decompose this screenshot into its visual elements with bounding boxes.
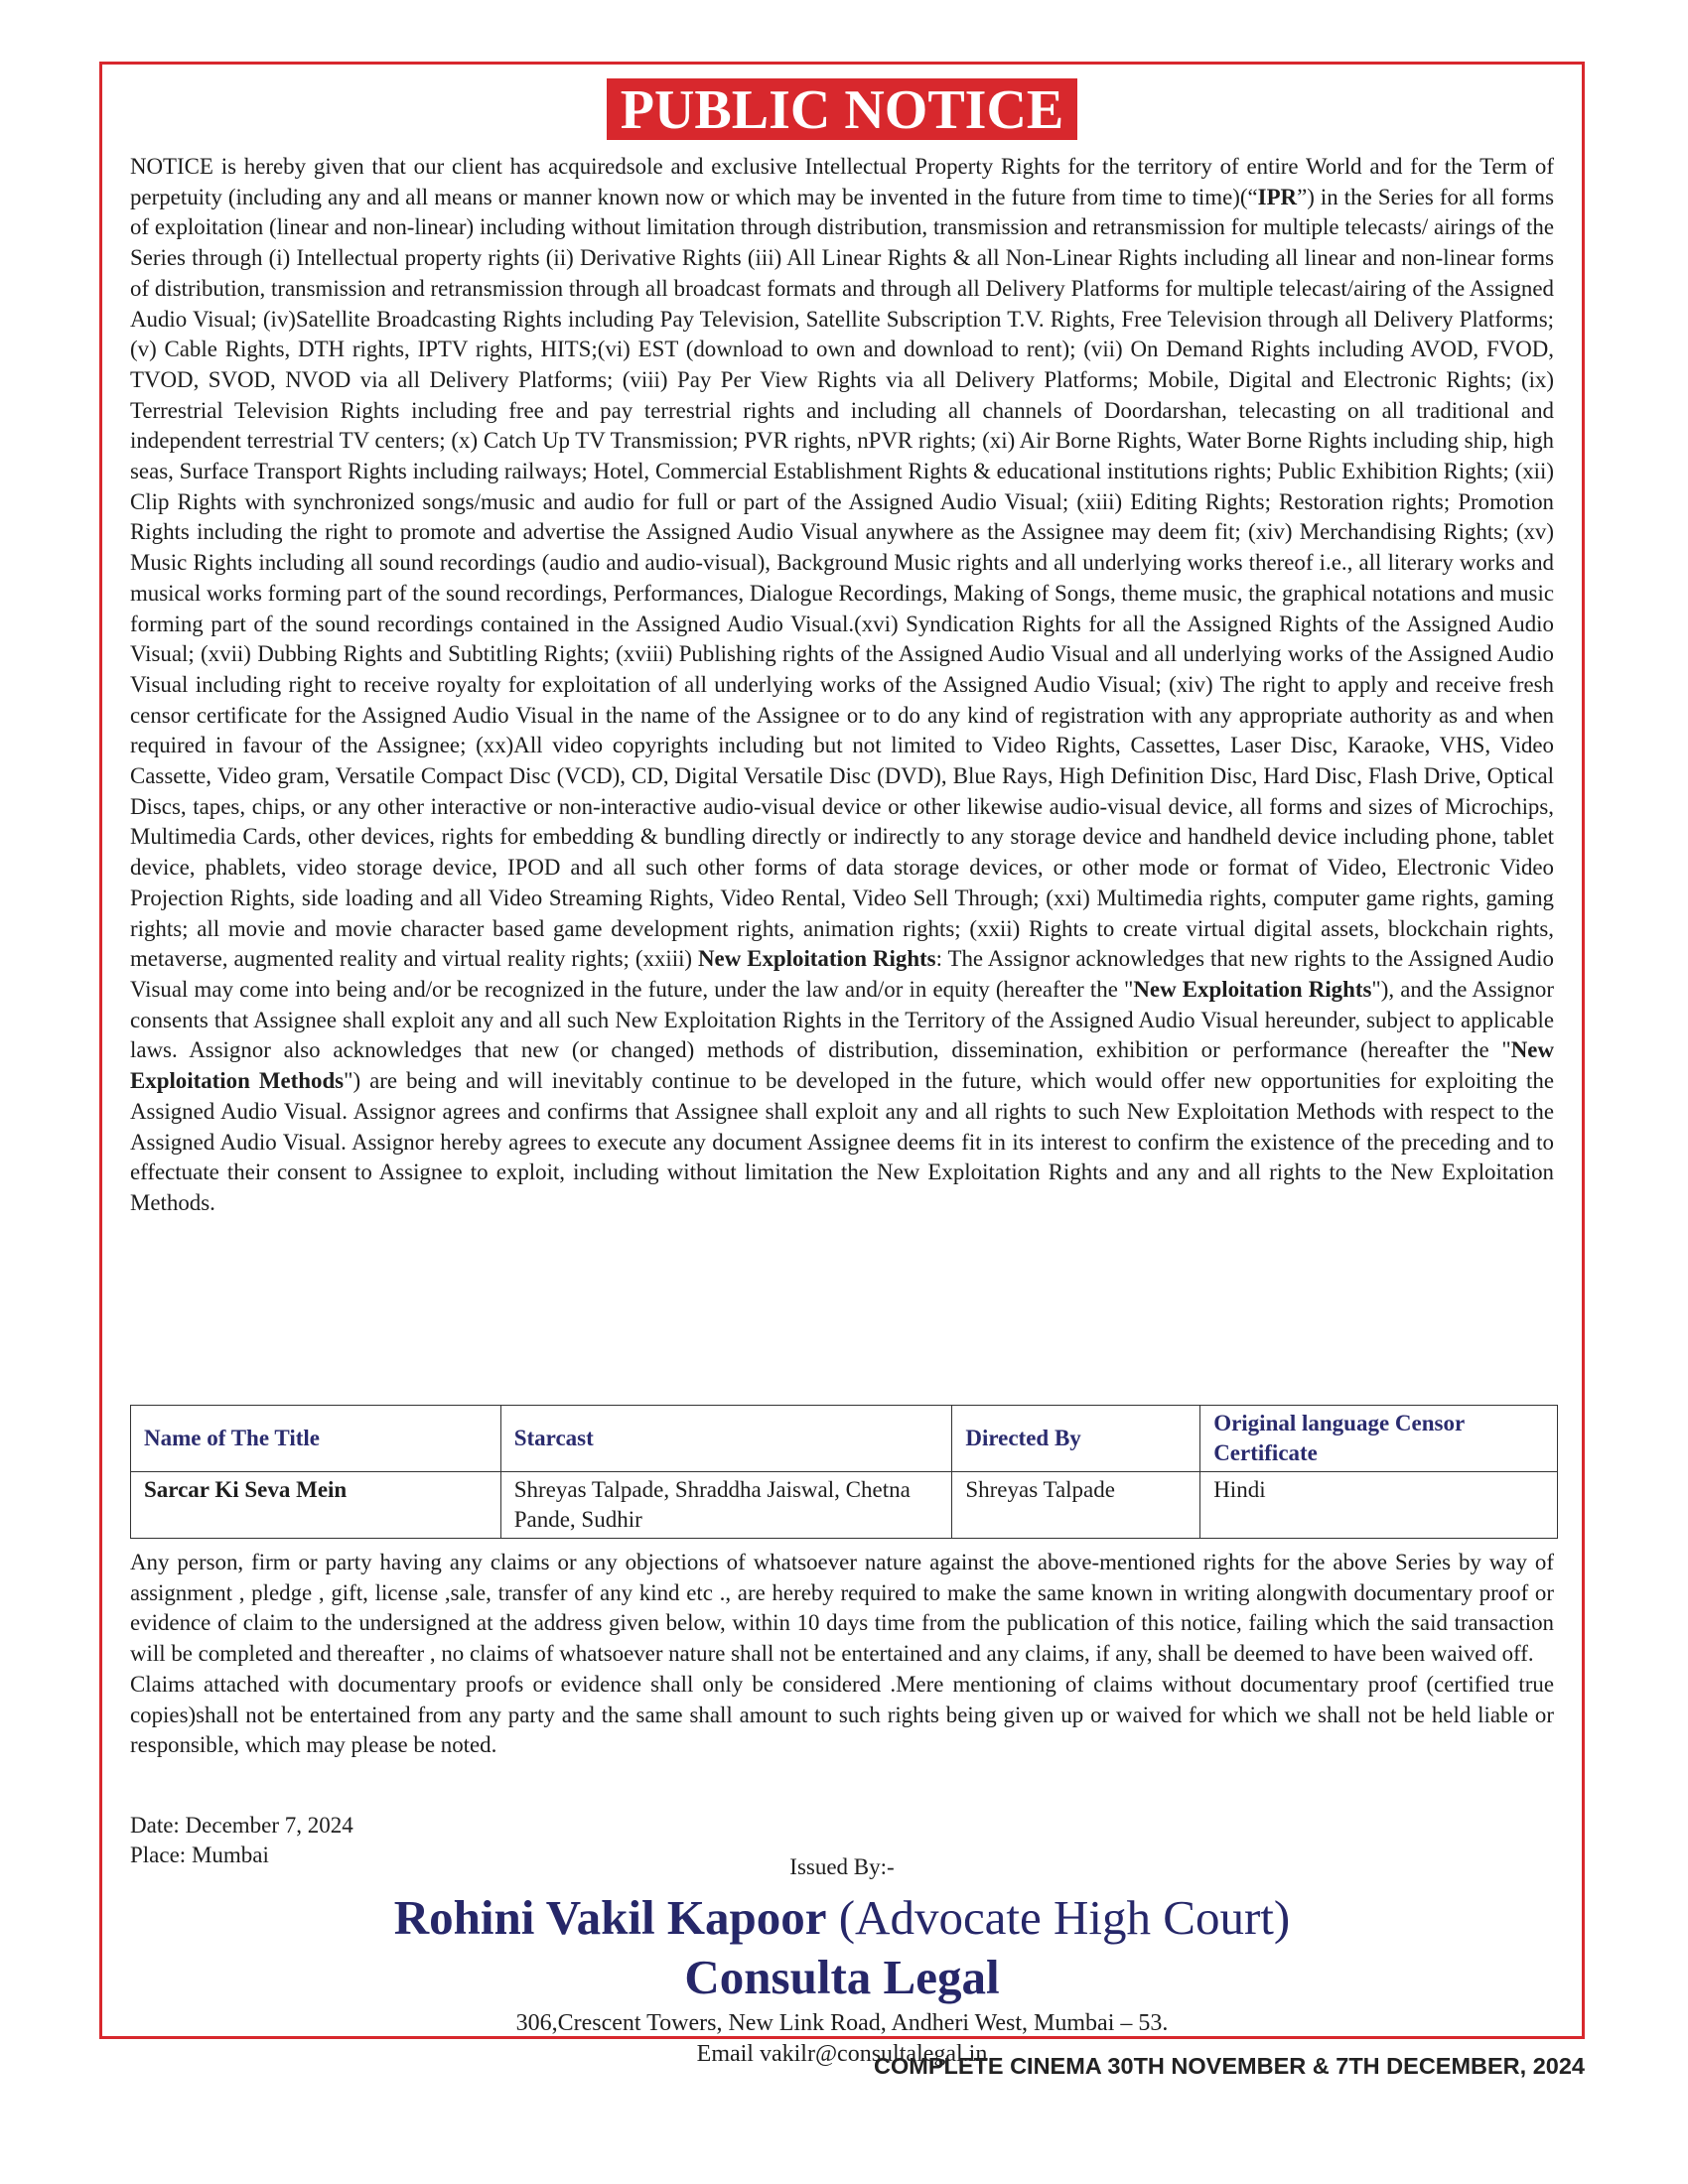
- address: 306,Crescent Towers, New Link Road, Andheri West, Mumbai – 53.: [515, 2010, 1169, 2036]
- issued-by-label: Issued By:-: [789, 1854, 895, 1879]
- issuer: [102, 1889, 1582, 1947]
- new-exploitation-methods-term: New Exploitation Methods: [130, 1037, 1554, 1094]
- header-title-name: Name of The Title: [131, 1406, 501, 1472]
- body-text-3: : The Assignor acknowledges that new rights to the Assigned Audio Visual may come into being and/or be recognized in the future, under the law and/or in equity (hereafter the ": [130, 946, 1554, 1002]
- table-row: [131, 1472, 1558, 1539]
- cell-director: Shreyas Talpade: [952, 1472, 1200, 1539]
- publication-footer: COMPLETE CINEMA 30TH NOVEMBER & 7TH DECEMBER, 2024: [874, 2053, 1585, 2079]
- title-wrap: [102, 78, 1582, 140]
- objections-paragraph-1: Any person, firm or party having any claims or any objections of whatsoever nature against the above-mentioned rights for the above Series by way of assignment , pledge , gift, license ,sale, transfer of any kind etc ., are hereby required to make the same known in writing alongwith documentary proof or evidence of claim to the undersigned at the address given below, within 10 days time from the publication of this notice, failing which the said transaction will be completed and thereafter , no claims of whatsoever nature shall not be entertained and any claims, if any, shall be deemed to have been waived off.: [130, 1550, 1554, 1667]
- cell-title: Sarcar Ki Seva Mein: [131, 1472, 501, 1539]
- body-text-2: ”) in the Series for all forms of exploitation (linear and non-linear) including without limitation through distribution, transmission and retransmission for multiple telecasts/ airings of the Series through (i) Intellectual property rights (ii) Derivative Rights (iii) All Linear Rights & all Non-Linear Rights including all linear and non-linear forms of distribution, transmission and retransmission through all broadcast formats and through all Delivery Platforms for multiple telecast/airing of the Assigned Audio Visual; (iv)Satellite Broadcasting Rights including Pay Television, Satellite Subscription T.V. Rights, Free Television through all Delivery Platforms; (v) Cable Rights, DTH rights, IPTV rights, HITS;(vi) EST (download to own and download to rent); (vii) On Demand Rights including AVOD, FVOD, TVOD, SVOD, NVOD via all Delivery Platforms; (viii) Pay Per View Rights via all Delivery Platforms; Mobile, Digital and Electronic Rights; (ix) Terrestrial Television Rights including free and pay terrestrial rights and including all channels of Doordarshan, telecasting on all traditional and independent terrestrial TV centers; (x) Catch Up TV Transmission; PVR rights, nPVR rights; (xi) Air Borne Rights, Water Borne Rights including ship, high seas, Surface Transport Rights including railways; Hotel, Commercial Establishment Rights & educational institutions rights; Public Exhibition Rights; (xii) Clip Rights with synchronized songs/music and audio for full or part of the Assigned Audio Visual; (xiii) Editing Rights; Restoration rights; Promotion Rights including the right to promote and advertise the Assigned Audio Visual anywhere as the Assignee may deem fit; (xiv) Merchandising Rights; (xv) Music Rights including all sound recordings (audio and audio-visual), Background Music rights and all underlying works thereof i.e., all literary works and musical works forming part of the sound recordings, Performances, Dialogue Recordings, Making of Songs, theme music, the graphical notations and music forming part of the sound recordings contained in the Assigned Audio Visual.(xvi) Syndication Rights for all the Assigned Rights of the Assigned Audio Visual; (xvii) Dubbing Rights and Subtitling Rights; (xviii) Publishing rights of the Assigned Audio Visual and all underlying works of the Assigned Audio Visual including right to receive royalty for exploitation of all underlying works of the Assigned Audio Visual; (xiv) The right to apply and receive fresh censor certificate for the Assigned Audio Visual in the name of the Assignee or to do any kind of registration with any appropriate authority as and when required in favour of the Assignee; (xx)All video copyrights including but not limited to Video Rights, Cassettes, Laser Disc, Karaoke, VHS, Video Cassette, Video gram, Versatile Compact Disc (VCD), CD, Digital Versatile Disc (DVD), Blue Rays, High Definition Disc, Hard Disc, Flash Drive, Optical Discs, tapes, chips, or any other interactive or non-interactive audio-visual device or other likewise audio-visual device, all forms and sizes of Microchips, Multimedia Cards, other devices, rights for embedding & bundling directly or indirectly to any storage device and handheld device including phone, tablet device, phablets, video storage device, IPOD and all such other forms of data storage devices, or other mode or format of Video, Electronic Video Projection Rights, side loading and all Video Streaming Rights, Video Rental, Video Sell Through; (xxi) Multimedia rights, computer game rights, gaming rights; all movie and movie character based game development rights, animation rights; (xxii) Rights to create virtual digital assets, blockchain rights, metaverse, augmented reality and virtual reality rights; (xxiii): [130, 184, 1554, 972]
- body-text-4: "), and the Assignor consents that Assignee shall exploit any and all such New Exploitation Rights in the Territory of the Assigned Audio Visual hereunder, subject to applicable laws. Assignor also acknowledges that new (or changed) methods of distribution, dissemination, exhibition or performance (hereafter the ": [130, 976, 1554, 1063]
- body-text-5: ") are being and will inevitably continue to be developed in the future, which would offer new opportunities for exploiting the Assigned Audio Visual. Assignor agrees and confirms that Assignee shall exploit any and all rights to such New Exploitation Methods with respect to the Assigned Audio Visual. Assignor hereby agrees to execute any document Assignee deems fit in its interest to confirm the existence of the preceding and to effectuate their consent to Assignee to exploit, including without limitation the New Exploitation Rights and any and all rights to the New Exploitation Methods.: [130, 1068, 1555, 1215]
- ipr-term: IPR: [1257, 184, 1298, 209]
- table-header-row: [131, 1406, 1558, 1472]
- notice-title: PUBLIC NOTICE: [607, 78, 1078, 140]
- header-starcast: Starcast: [500, 1406, 952, 1472]
- firm-name: Consulta Legal: [684, 1950, 1000, 2004]
- notice-place: Place: Mumbai: [130, 1843, 269, 1867]
- title-table: [130, 1405, 1558, 1539]
- notice-body: [130, 152, 1554, 1219]
- issuer-name: Rohini Vakil Kapoor: [393, 1890, 827, 1945]
- notice-date: Date: December 7, 2024: [130, 1813, 353, 1838]
- header-censor-certificate: Original language Censor Certificate: [1200, 1406, 1558, 1472]
- objections-section: [130, 1548, 1554, 1761]
- cell-language: Hindi: [1200, 1472, 1558, 1539]
- header-directed-by: Directed By: [952, 1406, 1200, 1472]
- issuer-title: (Advocate High Court): [826, 1890, 1291, 1945]
- objections-paragraph-2: Claims attached with documentary proofs or evidence shall only be considered .Mere mentioning of claims without documentary proof (certified true copies)shall not be entertained from any party and the same shall amount to such rights being given up or waived for which we shall not be held liable or responsible, which may please be noted.: [130, 1671, 1554, 1758]
- new-exploitation-rights-term-2: New Exploitation Rights: [1133, 976, 1372, 1002]
- email: Email vakilr@consultalegal.in: [696, 2041, 988, 2067]
- cell-starcast: Shreyas Talpade, Shraddha Jaiswal, Chetna Pande, Sudhir: [500, 1472, 952, 1539]
- body-text-1: NOTICE is hereby given that our client has acquiredsole and exclusive Intellectual Property Rights for the territory of entire World and for the Term of perpetuity (including any and all means or manner known now or which may be invented in the future from time to time)(“: [130, 154, 1554, 209]
- new-exploitation-rights-term: New Exploitation Rights: [698, 946, 936, 972]
